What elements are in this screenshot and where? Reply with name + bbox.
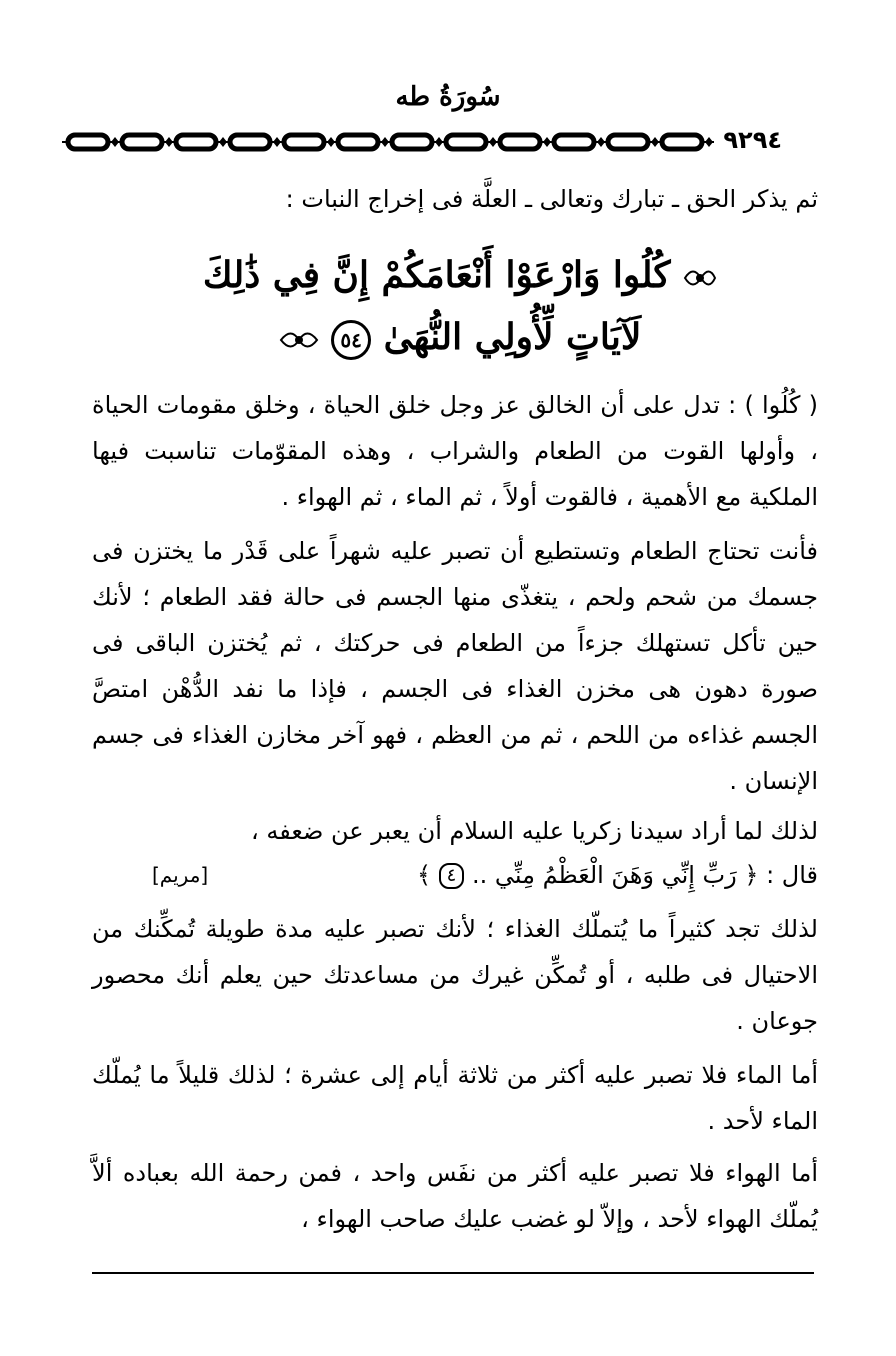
quran-verse bbox=[180, 244, 740, 368]
verse-number-badge: ٥٤ bbox=[331, 320, 371, 360]
page-number: ٩٢٩٤ bbox=[714, 124, 834, 156]
citation-prefix: قال : bbox=[766, 861, 818, 889]
footer-divider bbox=[92, 1272, 814, 1274]
citation-source: [مريم] bbox=[152, 863, 209, 887]
ornament-icon bbox=[279, 325, 319, 355]
verse-text-2: لَآيَاتٍ لِّأُولِي النُّهَىٰ bbox=[383, 316, 642, 358]
citation-text bbox=[417, 852, 818, 898]
paragraph-3: لذلك لما أراد سيدنا زكريا عليه السلام أن يعبر عن ضعفه ، bbox=[251, 817, 818, 845]
citation-verse-number: ٤ bbox=[439, 863, 465, 889]
paragraph-2: فأنت تحتاج الطعام وتستطيع أن تصبر عليه شهراً على قَدْر ما يختزن فى جسمك من شحم ولحم ، يتغذّى منها الجسم فى حالة فقد الطعام ؛ لأنك حين تأكل تستهلك جزءاً من الطعام فى حركتك ، ثم يُختزن الباقى فى صورة دهون هى مخزن الغذاء فى الجسم ، فإذا ما نفد الدُّهْن امتصَّ الجسم غذاءه من اللحم ، ثم من العظم ، فهو آخر مخازن الغذاء فى جسم الإنسان . bbox=[92, 537, 818, 795]
quran-citation bbox=[92, 852, 818, 898]
intro-line: ثم يذكر الحق ـ تبارك وتعالى ـ العلَّة فى إخراج النبات : bbox=[285, 185, 818, 213]
verse-text-1: كُلُوا وَارْعَوْا أَنْعَامَكُمْ إِنَّ فِي ذَٰلِكَ bbox=[202, 254, 671, 296]
surah-title: سُورَةُ طه bbox=[395, 82, 501, 112]
verse-line-2 bbox=[180, 306, 740, 368]
citation-quote: ﴿ رَبِّ إِنِّي وَهَنَ الْعَظْمُ مِنِّي .. bbox=[464, 861, 759, 889]
verse-line-1 bbox=[180, 244, 740, 306]
citation-close: ﴾ bbox=[416, 861, 439, 889]
paragraph-1: ( كُلُوا ) : تدل على أن الخالق عز وجل خلق الحياة ، وخلق مقومات الحياة ، وأولها القوت من الطعام والشراب ، وهذه المقوّمات تناسبت فيها الملكية مع الأهمية ، فالقوت أولاً ، ثم الماء ، ثم الهواء . bbox=[92, 391, 818, 511]
paragraph-5: أما الماء فلا تصبر عليه أكثر من ثلاثة أيام إلى عشرة ؛ لذلك قليلاً ما يُملّك الماء لأحد . bbox=[92, 1061, 818, 1135]
ornament-icon bbox=[683, 263, 717, 293]
paragraph-4: لذلك تجد كثيراً ما يُتملّك الغذاء ؛ لأنك تصبر عليه مدة طويلة تُمكِّنك من الاحتيال فى طلبه ، أو تُمكِّن غيرك من مساعدتك حين يعلم أنك محصور جوعان . bbox=[92, 915, 818, 1035]
paragraph-6: أما الهواء فلا تصبر عليه أكثر من نفَس واحد ، فمن رحمة الله بعباده ألاَّ يُملّك الهواء لأحد ، وإلاّ لو غضب عليك صاحب الهواء ، bbox=[92, 1159, 818, 1233]
